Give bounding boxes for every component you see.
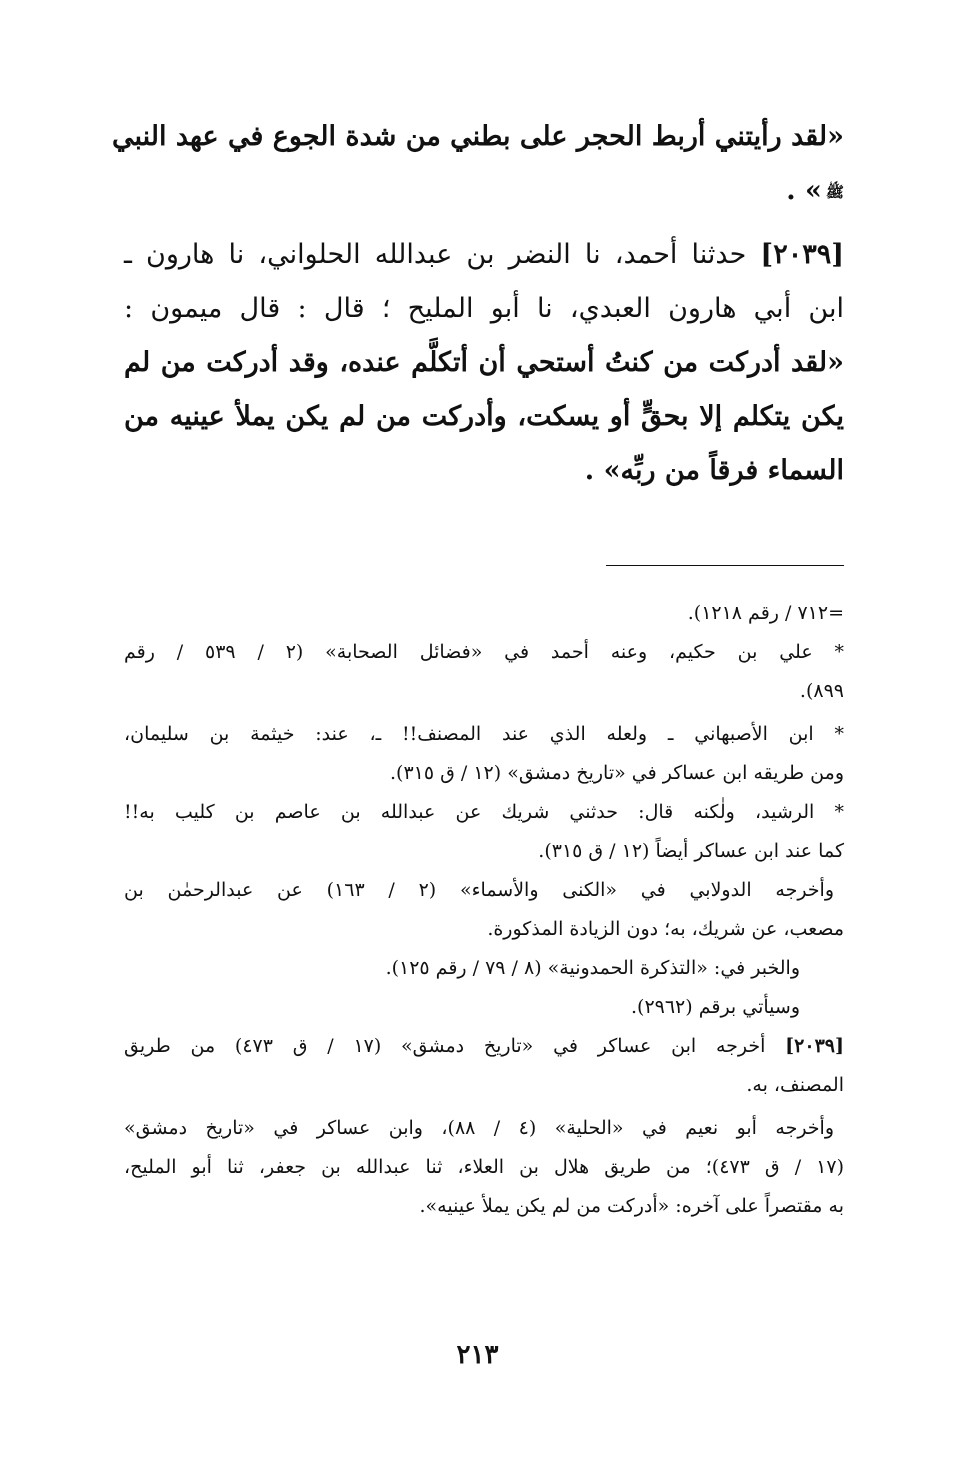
main-text [111, 110, 844, 498]
footnote-line: * الرشيد، ولٰكنه قال: حدثني شريك عن عبدالله بن عاصم بن كليب به!! [124, 801, 844, 823]
footnote-line: وأخرجه أبو نعيم في «الحلية» (٤ / ٨٨)، وابن عساكر في «تاريخ دمشق» [124, 1117, 835, 1139]
quote-line: «لقد رأيتني أربط الحجر على بطني من شدة الجوع في عهد النبي [111, 121, 844, 152]
salla-allahu-alayhi-wasallam-mark: ﷺ [825, 182, 844, 201]
footnotes [124, 594, 844, 1226]
footnote-line: * ابن الأصبهاني ـ ولعله الذي عند المصنف!! ـ، عند: خيثمة بن سليمان، [124, 723, 844, 745]
footnote-line: مصعب، عن شريك، به؛ دون الزيادة المذكورة. [487, 918, 844, 940]
footnote-line: المصنف، به. [746, 1074, 844, 1096]
footnote-line: (١٧ / ق ٤٧٣)؛ من طريق هلال بن العلاء، ثنا عبدالله بن جعفر، ثنا أبو المليح، [124, 1156, 845, 1178]
hadith-number: [٢٠٣٩] [785, 1035, 844, 1057]
quote-line: «لقد أدركت من كنتُ أستحي أن أتكلَّم عنده، وقد أدركت من لم [124, 347, 844, 378]
footnote-line: =٧١٢ / رقم ١٢١٨). [687, 602, 844, 624]
footnote-text: أخرجه ابن عساكر في «تاريخ دمشق» (١٧ / ق ٤٧٣) من طريق [124, 1035, 766, 1057]
footnote-line: كما عند ابن عساكر أيضاً (١٢ / ق ٣١٥). [538, 840, 844, 862]
footnote-line: والخبر في: «التذكرة الحمدونية» (٨ / ٧٩ / رقم ١٢٥). [385, 957, 800, 979]
isnad-line [124, 228, 844, 282]
isnad-line: ابن أبي هارون العبدي، نا أبو المليح ؛ قال : قال ميمون : [124, 293, 844, 324]
footnote-line: ومن طريقه ابن عساكر في «تاريخ دمشق» (١٢ / ق ٣١٥). [389, 762, 844, 784]
quote-end: » . [786, 175, 822, 206]
isnad-text: حدثنا أحمد، نا النضر بن عبدالله الحلواني، نا هارون ـ [124, 239, 747, 270]
hadith-number: [٢٠٣٩] [760, 239, 844, 270]
footnote-line [124, 1027, 844, 1066]
footnote-line: ٨٩٩). [799, 680, 844, 702]
page-number: ٢١٣ [456, 1340, 499, 1370]
footnote-line: وأخرجه الدولابي في «الكنى والأسماء» (٢ / ١٦٣) عن عبدالرحمٰن بن [124, 879, 834, 901]
quote-line: السماء فرقاً من ربِّه» . [584, 455, 844, 486]
footnote-separator [606, 565, 844, 566]
quote-line: يكن يتكلم إلا بحقٍّ أو يسكت، وأدركت من لم يكن يملأ عينيه من [124, 401, 844, 432]
spacer [124, 218, 844, 228]
footnote-line: وسيأتي برقم (٢٩٦٢). [630, 996, 800, 1018]
footnote-line: به مقتصراً على آخره: «أدركت من لم يكن يملأ عينيه». [419, 1195, 844, 1217]
footnote-line: * علي بن حكيم، وعنه أحمد في «فضائل الصحابة» (٢ / ٥٣٩ / رقم [124, 641, 844, 663]
quote-line [124, 164, 844, 218]
